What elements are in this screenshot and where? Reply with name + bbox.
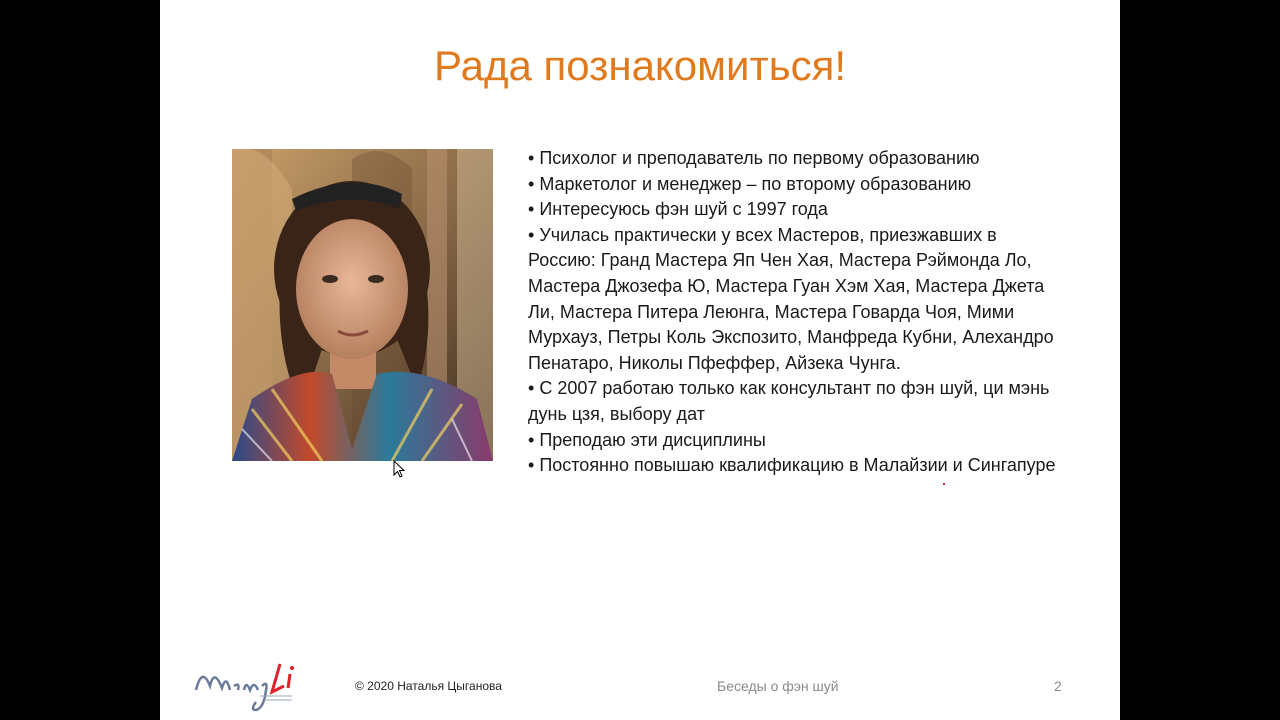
bullet-item: • Постоянно повышаю квалификацию в Малайзии и Сингапуре xyxy=(528,453,1068,479)
bullet-item: • Интересуюсь фэн шуй с 1997 года xyxy=(528,197,1068,223)
slide-title: Рада познакомиться! xyxy=(433,42,847,89)
bullet-item: • С 2007 работаю только как консультант по фэн шуй, ци мэнь дунь цзя, выбору дат xyxy=(528,376,1068,427)
bullet-item: • Психолог и преподаватель по первому образованию xyxy=(528,146,1068,172)
ming-li-logo xyxy=(192,656,302,714)
bullet-item: • Маркетолог и менеджер – по второму образованию xyxy=(528,172,1068,198)
bullet-item: • Преподаю эти дисциплины xyxy=(528,428,1068,454)
mouse-pointer-icon xyxy=(393,460,405,478)
footer-series-title: Беседы о фэн шуй xyxy=(717,678,839,694)
footer-copyright: © 2020 Наталья Цыганова xyxy=(355,679,502,693)
presentation-slide xyxy=(160,0,1120,720)
bullet-item: • Училась практически у всех Мастеров, приезжавших в Россию: Гранд Мастера Яп Чен Хая, Мастера Рэймонда Ло, Мастера Джозефа Ю, Мастера Гуан Хэм Хая, Мастера Джета Ли, Мастера Питера Леюнга, Мастера Говарда Чоя, Мими Мурхауз, Петры Коль Экспозито, Манфреда Кубни, Алехандро Пенатаро, Николы Пфеффер, Айзека Чунга. xyxy=(528,223,1068,377)
slide-page-number: 2 xyxy=(1054,678,1062,694)
portrait-photo xyxy=(232,149,493,461)
laser-pointer-dot xyxy=(943,483,945,485)
bullet-list xyxy=(528,146,1068,479)
